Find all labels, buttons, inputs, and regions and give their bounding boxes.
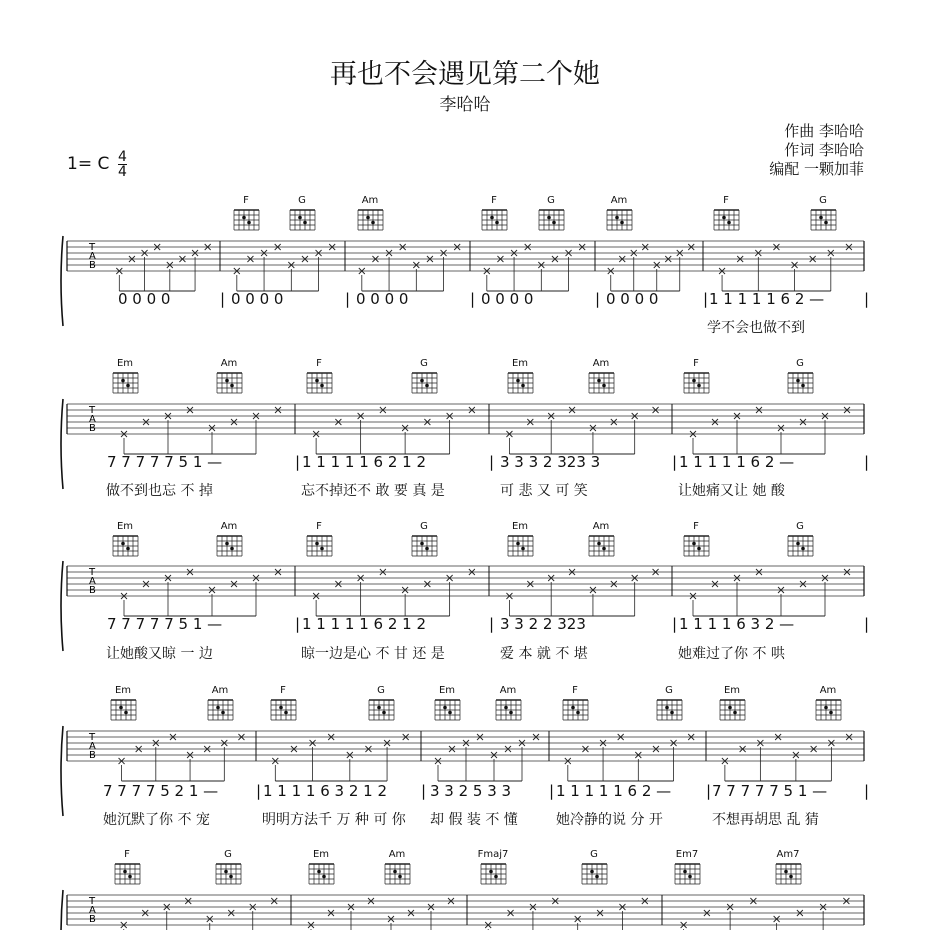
chord-diagram <box>680 521 712 558</box>
chord-name: F <box>124 849 130 860</box>
chord-name: Am <box>819 685 837 696</box>
chord-grid <box>784 532 816 558</box>
finger-dot <box>317 870 321 874</box>
numbered-notes: 1 1 1 1 6 3 2 1 2 <box>263 782 388 800</box>
chord-name: G <box>377 685 385 696</box>
chord-name: Am <box>211 685 229 696</box>
number-barline: | <box>703 290 709 308</box>
finger-dot <box>576 711 580 715</box>
finger-dot <box>829 711 833 715</box>
chord-name: G <box>298 195 306 206</box>
finger-dot <box>697 384 701 388</box>
chord-grid <box>478 206 510 232</box>
chord-diagram <box>109 521 141 558</box>
finger-dot <box>315 542 319 546</box>
numbered-notes: 3 3 2 2 323 <box>500 615 586 633</box>
finger-dot <box>521 547 525 551</box>
chord-name: F <box>693 358 699 369</box>
finger-dot <box>121 379 125 383</box>
finger-dot <box>382 711 386 715</box>
finger-dot <box>602 384 606 388</box>
chord-grid <box>585 369 617 395</box>
finger-dot <box>225 542 229 546</box>
tab-clef: T <box>89 896 96 907</box>
tab-clef: T <box>89 405 96 416</box>
chord-name: Am <box>361 195 379 206</box>
number-barline: | <box>489 615 495 633</box>
chord-grid <box>578 860 610 886</box>
finger-dot <box>733 711 737 715</box>
finger-dot <box>298 216 302 220</box>
finger-dot <box>824 706 828 710</box>
finger-dot <box>303 221 307 225</box>
lyric-line: 却 假 装 不 懂 <box>430 812 518 828</box>
numbered-notes: 1 1 1 1 1 6 2 — <box>709 290 825 308</box>
chord-grid <box>603 206 635 232</box>
tab-clef: A <box>89 414 96 425</box>
composer-credit: 作曲 李哈哈 <box>784 122 864 140</box>
chord-name: Am <box>592 358 610 369</box>
chord-grid <box>230 206 262 232</box>
chord-diagram <box>107 685 139 722</box>
chord-name: Am <box>220 358 238 369</box>
finger-dot <box>670 711 674 715</box>
chord-diagram <box>772 849 804 886</box>
chord-name: G <box>224 849 232 860</box>
finger-dot <box>789 875 793 879</box>
finger-dot <box>126 547 130 551</box>
numbered-notes: 1 1 1 1 1 6 2 — <box>679 453 795 471</box>
finger-dot <box>683 870 687 874</box>
chord-grid <box>408 532 440 558</box>
chord-name: Am7 <box>776 849 800 860</box>
chord-name: F <box>723 195 729 206</box>
chord-grid <box>710 206 742 232</box>
chord-name: F <box>280 685 286 696</box>
finger-dot <box>398 875 402 879</box>
numbered-notes: 0 0 0 0 <box>481 290 534 308</box>
chord-grid <box>807 206 839 232</box>
finger-dot <box>490 216 494 220</box>
lyricist-credit: 作词 李哈哈 <box>784 141 864 159</box>
number-barline: | <box>489 453 495 471</box>
chord-grid <box>408 369 440 395</box>
tab-clef: A <box>89 576 96 587</box>
tab-clef: T <box>89 567 96 578</box>
finger-dot <box>692 379 696 383</box>
tab-staff <box>61 726 864 816</box>
chord-diagram <box>478 195 510 232</box>
chord-grid <box>354 206 386 232</box>
chord-name: G <box>420 521 428 532</box>
chord-diagram <box>109 358 141 395</box>
chord-diagram <box>212 849 244 886</box>
lyric-line: 让她酸又晾 一 边 <box>106 646 213 662</box>
time-sig-top: 4 <box>118 149 127 165</box>
finger-dot <box>320 384 324 388</box>
finger-dot <box>279 706 283 710</box>
finger-dot <box>242 216 246 220</box>
chord-diagram <box>585 521 617 558</box>
finger-dot <box>225 379 229 383</box>
chord-name: F <box>491 195 497 206</box>
key-signature: 1= C <box>67 154 110 174</box>
chord-diagram <box>111 849 143 886</box>
chord-diagram <box>504 358 536 395</box>
chord-diagram <box>585 358 617 395</box>
lyric-line: 让她痛又让 她 酸 <box>678 483 785 499</box>
finger-dot <box>371 221 375 225</box>
chord-name: F <box>316 358 322 369</box>
finger-dot <box>425 547 429 551</box>
chord-grid <box>784 369 816 395</box>
tab-clef: B <box>89 750 96 761</box>
finger-dot <box>620 221 624 225</box>
chord-diagram <box>204 685 236 722</box>
chord-diagram <box>303 521 335 558</box>
number-barline: | <box>470 290 476 308</box>
chord-name: G <box>590 849 598 860</box>
chord-grid <box>504 532 536 558</box>
finger-dot <box>224 870 228 874</box>
finger-dot <box>521 384 525 388</box>
song-title: 再也不会遇见第二个她 <box>330 59 600 90</box>
tab-clef: A <box>89 905 96 916</box>
chord-diagram <box>381 849 413 886</box>
numbered-notes: 0 0 0 0 <box>606 290 659 308</box>
chord-name: Em <box>312 849 330 860</box>
number-barline: | <box>706 782 712 800</box>
lyric-line: 学不会也做不到 <box>707 320 805 336</box>
number-barline: | <box>672 453 678 471</box>
numbered-notes: 0 0 0 0 <box>356 290 409 308</box>
finger-dot <box>448 711 452 715</box>
finger-dot <box>489 870 493 874</box>
tab-clef: B <box>89 585 96 596</box>
chord-name: G <box>796 521 804 532</box>
number-barline: | <box>421 782 427 800</box>
numbered-notes: 1 1 1 1 1 6 2 1 2 <box>302 615 427 633</box>
finger-dot <box>128 875 132 879</box>
number-barline: | <box>345 290 351 308</box>
finger-dot <box>590 870 594 874</box>
chord-name: G <box>665 685 673 696</box>
finger-dot <box>602 547 606 551</box>
chord-grid <box>365 696 397 722</box>
chord-diagram <box>354 195 386 232</box>
chord-name: Em <box>438 685 456 696</box>
finger-dot <box>230 384 234 388</box>
finger-dot <box>504 706 508 710</box>
chord-diagram <box>305 849 337 886</box>
chord-diagram <box>408 521 440 558</box>
finger-dot <box>315 379 319 383</box>
chord-name: G <box>547 195 555 206</box>
finger-dot <box>665 706 669 710</box>
finger-dot <box>615 216 619 220</box>
chord-name: F <box>243 195 249 206</box>
finger-dot <box>495 221 499 225</box>
numbered-notes: 1 1 1 1 6 3 2 — <box>679 615 795 633</box>
finger-dot <box>516 379 520 383</box>
tab-clef: B <box>89 914 96 925</box>
chord-name: Em <box>723 685 741 696</box>
number-barline: | <box>864 453 870 471</box>
chord-grid <box>286 206 318 232</box>
chord-grid <box>109 532 141 558</box>
chord-grid <box>772 860 804 886</box>
chord-name: Am <box>499 685 517 696</box>
chord-grid <box>585 532 617 558</box>
finger-dot <box>697 547 701 551</box>
chord-diagram <box>408 358 440 395</box>
finger-dot <box>688 875 692 879</box>
chord-name: Em <box>511 521 529 532</box>
chord-grid <box>213 532 245 558</box>
chord-grid <box>716 696 748 722</box>
chord-diagram <box>653 685 685 722</box>
finger-dot <box>126 384 130 388</box>
lyric-line: 可 悲 又 可 笑 <box>500 483 588 499</box>
chord-diagram <box>559 685 591 722</box>
finger-dot <box>443 706 447 710</box>
number-barline: | <box>295 615 301 633</box>
finger-dot <box>284 711 288 715</box>
finger-dot <box>124 711 128 715</box>
finger-dot <box>221 711 225 715</box>
chord-diagram <box>716 685 748 722</box>
tab-clef: B <box>89 423 96 434</box>
finger-dot <box>595 875 599 879</box>
finger-dot <box>597 379 601 383</box>
finger-dot <box>123 870 127 874</box>
finger-dot <box>801 384 805 388</box>
finger-dot <box>552 221 556 225</box>
system-bracket <box>61 236 63 326</box>
chord-name: G <box>420 358 428 369</box>
finger-dot <box>229 875 233 879</box>
chord-diagram <box>303 358 335 395</box>
chord-name: Fmaj7 <box>477 849 509 860</box>
chord-diagram <box>812 685 844 722</box>
chord-diagram <box>671 849 703 886</box>
lyric-line: 明明方法千 万 种 可 你 <box>262 812 406 828</box>
tab-clef: A <box>89 741 96 752</box>
finger-dot <box>727 221 731 225</box>
numbered-notes: 0 0 0 0 <box>118 290 171 308</box>
chord-diagram <box>784 521 816 558</box>
number-barline: | <box>295 453 301 471</box>
arranger-credit: 编配 一颗加菲 <box>769 160 864 178</box>
finger-dot <box>425 384 429 388</box>
chord-name: Em <box>511 358 529 369</box>
chord-name: Em <box>114 685 132 696</box>
finger-dot <box>494 875 498 879</box>
finger-dot <box>796 379 800 383</box>
tab-clef: T <box>89 732 96 743</box>
chord-grid <box>671 860 703 886</box>
chord-grid <box>381 860 413 886</box>
system-bracket <box>61 890 63 930</box>
chord-grid <box>213 369 245 395</box>
number-barline: | <box>864 782 870 800</box>
finger-dot <box>121 542 125 546</box>
chord-name: G <box>819 195 827 206</box>
chord-grid <box>212 860 244 886</box>
chord-diagram <box>431 685 463 722</box>
chord-grid <box>504 369 536 395</box>
finger-dot <box>420 379 424 383</box>
chord-grid <box>812 696 844 722</box>
tab-clef: A <box>89 251 96 262</box>
chord-grid <box>535 206 567 232</box>
chord-diagram <box>535 195 567 232</box>
chord-name: Am <box>610 195 628 206</box>
chord-diagram <box>603 195 635 232</box>
chord-name: Am <box>220 521 238 532</box>
artist-name: 李哈哈 <box>439 95 491 115</box>
chord-name: Em7 <box>675 849 699 860</box>
tab-clef: B <box>89 260 96 271</box>
finger-dot <box>366 216 370 220</box>
chord-diagram <box>477 849 509 886</box>
chord-name: Am <box>592 521 610 532</box>
number-barline: | <box>864 615 870 633</box>
tab-clef: T <box>89 242 96 253</box>
tab-staff <box>61 399 864 489</box>
chord-name: Em <box>116 358 134 369</box>
finger-dot <box>322 875 326 879</box>
finger-dot <box>247 221 251 225</box>
chord-diagram <box>680 358 712 395</box>
chord-grid <box>303 532 335 558</box>
number-barline: | <box>672 615 678 633</box>
finger-dot <box>216 706 220 710</box>
finger-dot <box>571 706 575 710</box>
chord-grid <box>680 532 712 558</box>
numbered-notes: 3 3 2 5 3 3 <box>430 782 512 800</box>
finger-dot <box>393 870 397 874</box>
chord-name: F <box>316 521 322 532</box>
chord-name: F <box>693 521 699 532</box>
finger-dot <box>420 542 424 546</box>
finger-dot <box>597 542 601 546</box>
chord-name: G <box>796 358 804 369</box>
chord-diagram <box>213 521 245 558</box>
lyric-line: 忘不掉还不 敢 要 真 是 <box>301 483 445 499</box>
numbered-notes: 7 7 7 7 7 5 1 — <box>107 453 223 471</box>
lyric-line: 爱 本 就 不 堪 <box>500 646 588 662</box>
chord-grid <box>431 696 463 722</box>
numbered-notes: 7 7 7 7 5 2 1 — <box>103 782 219 800</box>
chord-diagram <box>267 685 299 722</box>
numbered-notes: 1 1 1 1 1 6 2 1 2 <box>302 453 427 471</box>
tab-staff <box>61 236 864 326</box>
finger-dot <box>784 870 788 874</box>
chord-diagram <box>492 685 524 722</box>
lyric-line: 不想再胡思 乱 猜 <box>712 812 819 828</box>
finger-dot <box>547 216 551 220</box>
tab-staff <box>61 561 864 651</box>
chord-grid <box>204 696 236 722</box>
chord-grid <box>303 369 335 395</box>
chord-grid <box>107 696 139 722</box>
numbered-notes: 7 7 7 7 7 5 1 — <box>107 615 223 633</box>
chord-grid <box>653 696 685 722</box>
chord-name: F <box>572 685 578 696</box>
chord-grid <box>492 696 524 722</box>
chord-diagram <box>578 849 610 886</box>
finger-dot <box>119 706 123 710</box>
chord-diagram <box>784 358 816 395</box>
number-barline: | <box>220 290 226 308</box>
chord-diagram <box>286 195 318 232</box>
tab-staff <box>61 890 864 930</box>
chord-diagram <box>213 358 245 395</box>
finger-dot <box>230 547 234 551</box>
number-barline: | <box>256 782 262 800</box>
finger-dot <box>728 706 732 710</box>
finger-dot <box>509 711 513 715</box>
lyric-line: 她难过了你 不 哄 <box>678 646 785 662</box>
number-barline: | <box>864 290 870 308</box>
lyric-line: 她冷静的说 分 开 <box>556 812 663 828</box>
finger-dot <box>516 542 520 546</box>
chord-diagram <box>365 685 397 722</box>
finger-dot <box>692 542 696 546</box>
finger-dot <box>377 706 381 710</box>
number-barline: | <box>595 290 601 308</box>
chord-grid <box>111 860 143 886</box>
system-bracket <box>61 399 63 489</box>
chord-grid <box>680 369 712 395</box>
numbered-notes: 1 1 1 1 1 6 2 — <box>556 782 672 800</box>
chord-grid <box>477 860 509 886</box>
lyric-line: 做不到也忘 不 掉 <box>106 483 213 499</box>
chord-diagram <box>504 521 536 558</box>
numbered-notes: 0 0 0 0 <box>231 290 284 308</box>
finger-dot <box>824 221 828 225</box>
system-bracket <box>61 561 63 651</box>
chord-diagram <box>230 195 262 232</box>
number-barline: | <box>549 782 555 800</box>
finger-dot <box>320 547 324 551</box>
chord-name: Em <box>116 521 134 532</box>
chord-grid <box>267 696 299 722</box>
finger-dot <box>722 216 726 220</box>
chord-grid <box>559 696 591 722</box>
numbered-notes: 3 3 3 2 323 3 <box>500 453 601 471</box>
chord-grid <box>109 369 141 395</box>
lyric-line: 她沉默了你 不 宠 <box>103 812 210 828</box>
time-sig-bottom: 4 <box>118 164 127 180</box>
chord-grid <box>305 860 337 886</box>
finger-dot <box>819 216 823 220</box>
finger-dot <box>796 542 800 546</box>
chord-name: Am <box>388 849 406 860</box>
lyric-line: 晾一边是心 不 甘 还 是 <box>301 646 445 662</box>
system-bracket <box>61 726 63 816</box>
finger-dot <box>801 547 805 551</box>
numbered-notes: 7 7 7 7 7 5 1 — <box>712 782 828 800</box>
chord-diagram <box>710 195 742 232</box>
chord-diagram <box>807 195 839 232</box>
